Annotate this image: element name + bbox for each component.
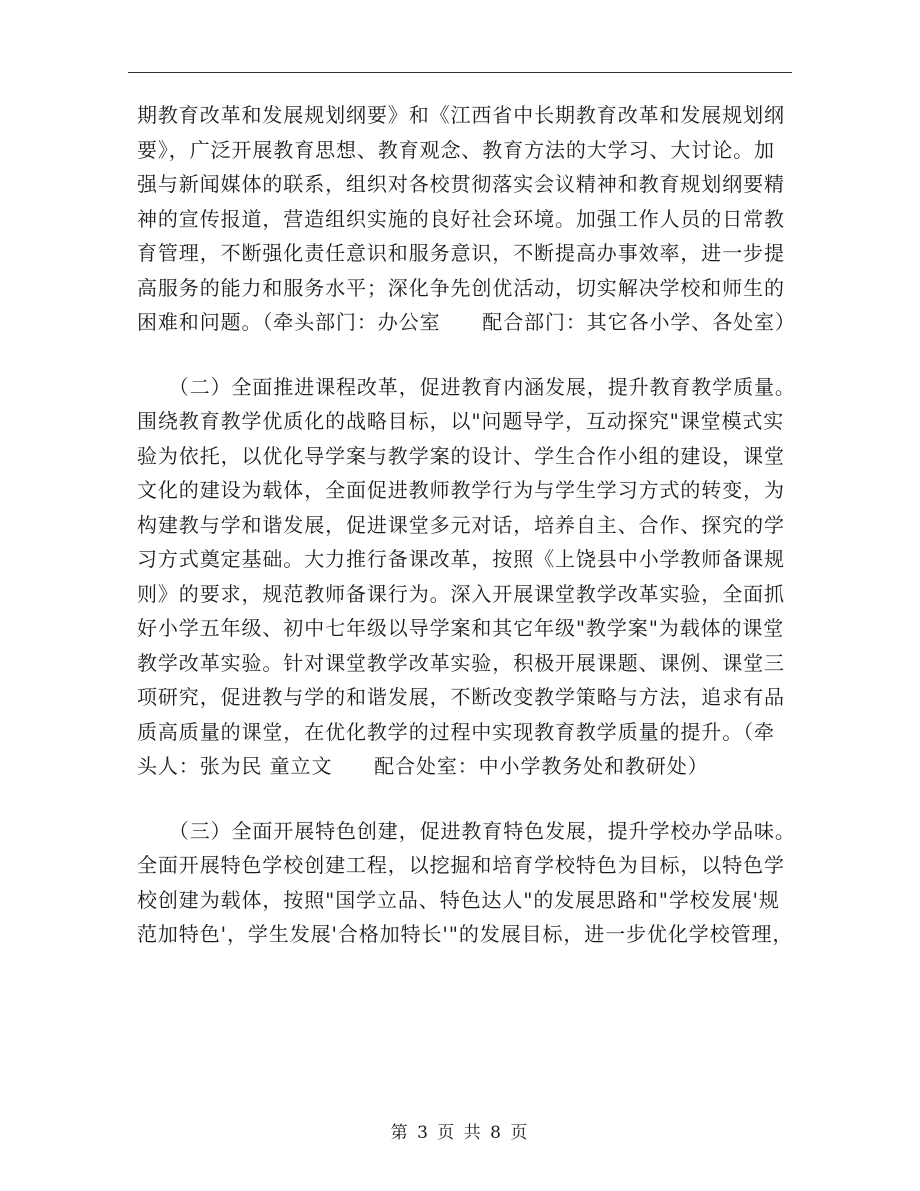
text-line: 期教育改革和发展规划纲要》和《江西省中长期教育改革和发展规划纲 <box>137 103 785 127</box>
paragraph-2 <box>137 370 796 784</box>
text-line: 构建教与学和谐发展，促进课堂多元对话，培养自主、合作、探究的学 <box>137 512 785 537</box>
paragraph-gap <box>137 784 785 814</box>
text-line: 质高质量的课堂，在优化教学的过程中实现教育教学质量的提升。（牵 <box>137 719 775 744</box>
text-line: 神的宣传报道，营造组织实施的良好社会环境。加强工作人员的日常教 <box>137 206 785 231</box>
text-line: 项研究，促进教与学的和谐发展，不断改变教学策略与方法，追求有品 <box>137 685 785 709</box>
text-line: 困难和问题。（牵头部门：办公室 配合部门：其它各小学、各处室） <box>137 310 796 334</box>
paragraph-3 <box>137 814 796 952</box>
text-line: 校创建为载体，按照"国学立品、特色达人"的发展思路和"学校发展'规 <box>137 887 780 912</box>
header-rule <box>128 72 792 73</box>
page-number-footer: 第 3 页 共 8 页 <box>390 1123 530 1143</box>
text-line: 全面开展特色学校创建工程，以挖掘和培育学校特色为目标，以特色学 <box>137 853 785 877</box>
text-line: 教学改革实验。针对课堂教学改革实验，积极开展课题、课例、课堂三 <box>137 650 785 675</box>
paragraph-1 <box>137 98 796 340</box>
paragraph-gap <box>137 340 785 370</box>
text-line: 要》，广泛开展教育思想、教育观念、教育方法的大学习、大讨论。加 <box>137 137 775 162</box>
text-line: 围绕教育教学优质化的战略目标，以"问题导学，互动探究"课堂模式实 <box>137 409 785 433</box>
text-line: 好小学五年级、初中七年级以导学案和其它年级"教学案"为载体的课堂 <box>137 616 785 640</box>
text-line: 高服务的能力和服务水平；深化争先创优活动，切实解决学校和师生的 <box>137 275 785 300</box>
text-line: 头人：张为民 童立文 配合处室：中小学教务处和教研处） <box>137 754 709 778</box>
text-line: 文化的建设为载体，全面促进教师教学行为与学生学习方式的转变，为 <box>137 478 785 502</box>
text-line: （三）全面开展特色创建，促进教育特色发展，提升学校办学品味。 <box>137 818 796 843</box>
text-line: 习方式奠定基础。大力推行备课改革，按照《上饶县中小学教师备课规 <box>137 547 785 571</box>
text-line: 强与新闻媒体的联系，组织对各校贯彻落实会议精神和教育规划纲要精 <box>137 172 785 196</box>
text-line: 育管理，不断强化责任意识和服务意识，不断提高办事效率，进一步提 <box>137 241 785 265</box>
text-line: 则》的要求，规范教师备课行为。深入开展课堂教学改革实验，全面抓 <box>137 581 785 606</box>
document-body <box>137 98 796 952</box>
text-line: （二）全面推进课程改革，促进教育内涵发展，提升教育教学质量。 <box>137 374 796 399</box>
text-line: 验为依托，以优化导学案与教学案的设计、学生合作小组的建设，课堂 <box>137 443 785 468</box>
text-line: 范加特色'，学生发展'合格加特长'"的发展目标，进一步优化学校管理， <box>137 922 794 946</box>
